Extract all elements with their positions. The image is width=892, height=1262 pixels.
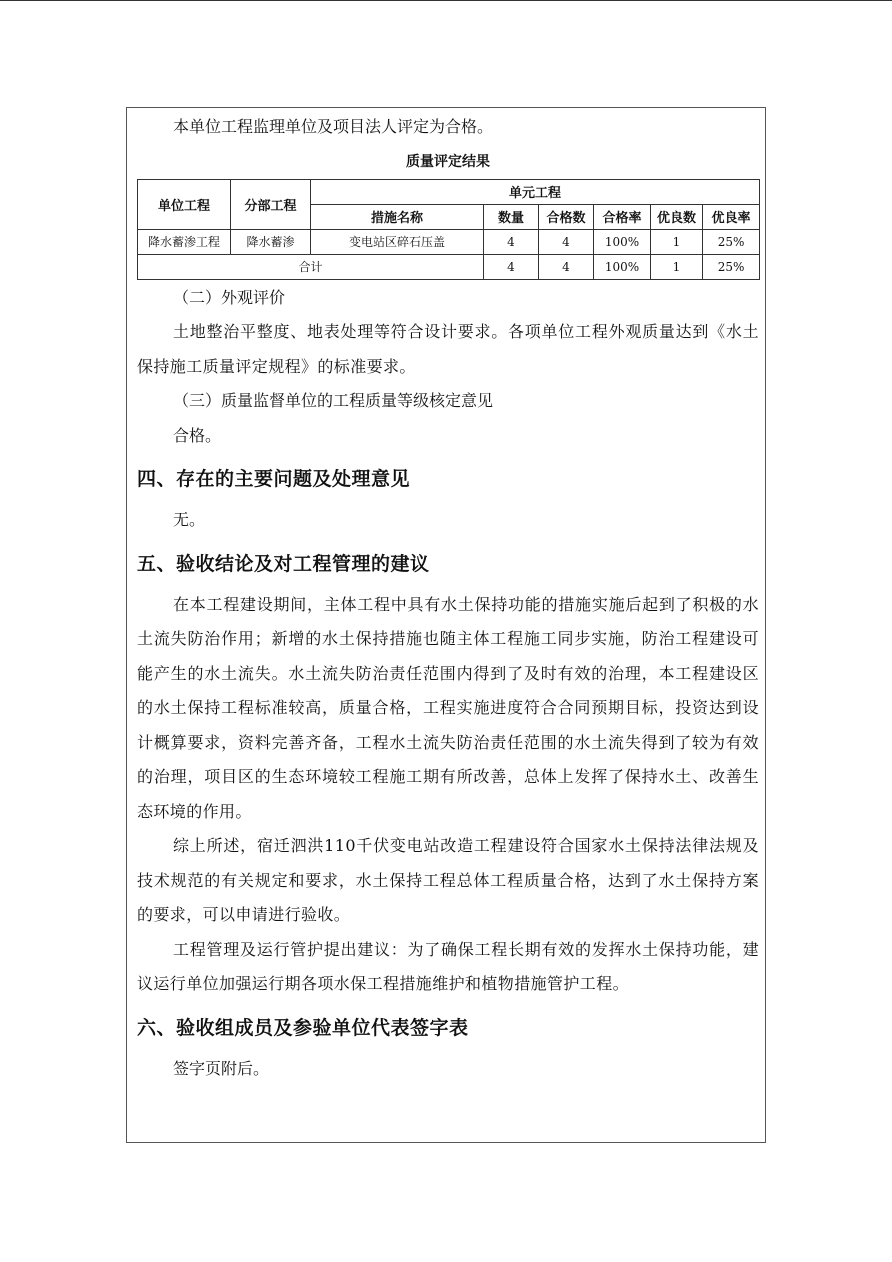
supervision-text: 合格。 (173, 425, 222, 445)
cell-quantity: 4 (484, 229, 539, 254)
header-measure-name: 措施名称 (311, 204, 484, 229)
intro-line: 本单位工程监理单位及项目法人评定为合格。 (173, 117, 494, 136)
supervision-title: （三）质量监督单位的工程质量等级核定意见 (173, 391, 494, 410)
cell-qualified-rate: 100% (594, 229, 651, 254)
quality-table (137, 179, 760, 280)
cell-qualified: 4 (539, 229, 594, 254)
section5-paragraph-3: 工程管理及运行管护提出建议：为了确保工程长期有效的发挥水土保持功能，建议运行单位加强运行期各项水保工程措施维护和植物措施管护工程。 (137, 939, 759, 993)
table-row (138, 229, 760, 254)
page-top-rule (0, 0, 892, 1)
appearance-text: 土地整治平整度、地表处理等符合设计要求。各项单位工程外观质量达到《水土保持施工质量评定规程》的标准要求。 (137, 322, 759, 376)
cell-total-qualified: 4 (539, 254, 594, 279)
section5-heading: 五、验收结论及对工程管理的建议 (137, 552, 430, 575)
header-excellent-count: 优良数 (651, 204, 703, 229)
header-sub-project: 分部工程 (231, 179, 311, 229)
document-frame (126, 107, 766, 1143)
section6-heading: 六、验收组成员及参验单位代表签字表 (137, 1016, 469, 1039)
section5-paragraph-1: 在本工程建设期间，主体工程中具有水土保持功能的措施实施后起到了积极的水土流失防治作用；新增的水土保持措施也随主体工程施工同步实施，防治工程建设可能产生的水土流失。水土流失防治责任范围内得到了及时有效的治理，本工程建设区的水土保持工程标准较高，质量合格，工程实施进度符合合同预期目标，投资达到设计概算要求，资料完善齐备，工程水土流失防治责任范围的水土流失得到了较为有效的治理，项目区的生态环境较工程施工期有所改善，总体上发挥了保持水土、改善生态环境的作用。 (137, 594, 759, 821)
section5-paragraph-2: 综上所述，宿迁泗洪110千伏变电站改造工程建设符合国家水土保持法律法规及技术规范的有关规定和要求，水土保持工程总体工程质量合格，达到了水土保持方案的要求，可以申请进行验收。 (137, 836, 759, 924)
cell-excellent: 1 (651, 229, 703, 254)
header-unit-project: 单位工程 (138, 179, 231, 229)
document-content (137, 108, 759, 1086)
cell-excellent-rate: 25% (703, 229, 760, 254)
cell-sub: 降水蓄渗 (231, 229, 311, 254)
header-qualified-count: 合格数 (539, 204, 594, 229)
cell-unit: 降水蓄渗工程 (138, 229, 231, 254)
cell-total-label: 合计 (138, 254, 484, 279)
cell-total-excellent-rate: 25% (703, 254, 760, 279)
section6-text: 签字页附后。 (173, 1058, 270, 1078)
table-header-row-1 (138, 179, 760, 204)
cell-total-qualified-rate: 100% (594, 254, 651, 279)
section4-text: 无。 (173, 510, 206, 529)
header-qualified-rate: 合格率 (594, 204, 651, 229)
table-caption: 质量评定结果 (406, 153, 490, 170)
header-excellent-rate: 优良率 (703, 204, 760, 229)
section4-heading: 四、存在的主要问题及处理意见 (137, 468, 411, 490)
table-total-row (138, 254, 760, 279)
appearance-title: （二）外观评价 (173, 287, 286, 307)
cell-measure: 变电站区碎石压盖 (311, 229, 484, 254)
cell-total-quantity: 4 (484, 254, 539, 279)
header-element-project: 单元工程 (311, 179, 760, 204)
header-quantity: 数量 (484, 204, 539, 229)
cell-total-excellent: 1 (651, 254, 703, 279)
